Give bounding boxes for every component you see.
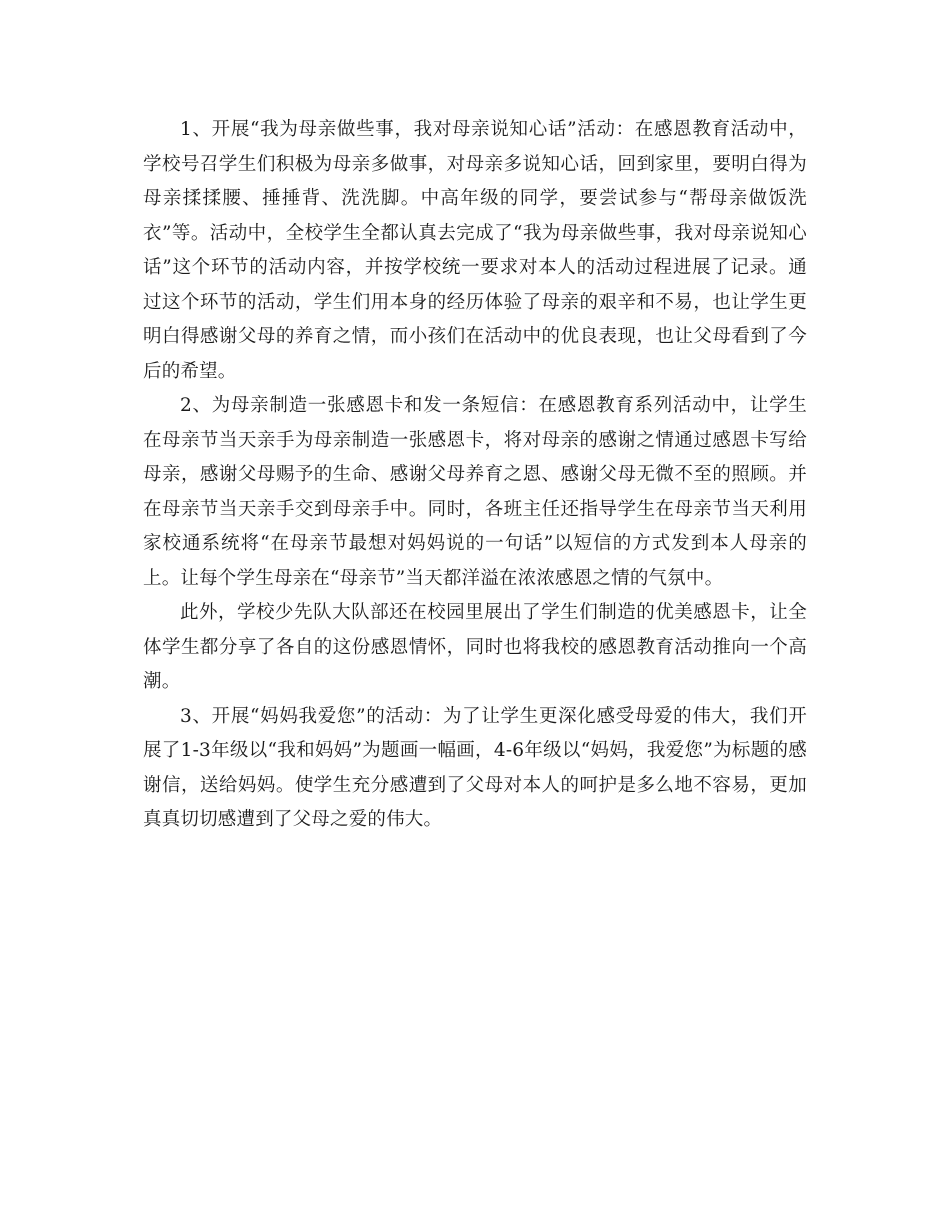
paragraph-activity-3: 3、开展“妈妈我爱您”的活动：为了让学生更深化感受母爱的伟大，我们开展了1-3年级以“我和妈妈”为题画一幅画，4-6年级以“妈妈，我爱您”为标题的感谢信，送给妈妈。使学生充分感遭到了父母对本人的呵护是多么地不容易，更加真真切切感遭到了父母之爱的伟大。 [143,705,807,830]
paragraph-activity-1: 1、开展“我为母亲做些事，我对母亲说知心话”活动：在感恩教育活动中，学校号召学生们积极为母亲多做事，对母亲多说知心话，回到家里，要明白得为母亲揉揉腰、捶捶背、洗洗脚。中高年级的同学，要尝试参与“帮母亲做饭洗衣”等。活动中，全校学生全都认真去完成了“我为母亲做些事，我对母亲说知心话”这个环节的活动内容，并按学校统一要求对本人的活动过程进展了记录。通过这个环节的活动，学生们用本身的经历体验了母亲的艰辛和不易，也让学生更明白得感谢父母的养育之情，而小孩们在活动中的优良表现，也让父母看到了今后的希望。 [143,119,807,382]
document-body [143,113,807,838]
paragraph-additional: 此外，学校少先队大队部还在校园里展出了学生们制造的优美感恩卡，让全体学生都分享了各自的这份感恩情怀，同时也将我校的感恩教育活动推向一个高潮。 [143,602,807,692]
paragraph-activity-2: 2、为母亲制造一张感恩卡和发一条短信：在感恩教育系列活动中，让学生在母亲节当天亲手为母亲制造一张感恩卡，将对母亲的感谢之情通过感恩卡写给母亲，感谢父母赐予的生命、感谢父母养育之恩、感谢父母无微不至的照顾。并在母亲节当天亲手交到母亲手中。同时，各班主任还指导学生在母亲节当天利用家校通系统将“在母亲节最想对妈妈说的一句话”以短信的方式发到本人母亲的上。让每个学生母亲在“母亲节”当天都洋溢在浓浓感恩之情的气氛中。 [143,395,807,589]
